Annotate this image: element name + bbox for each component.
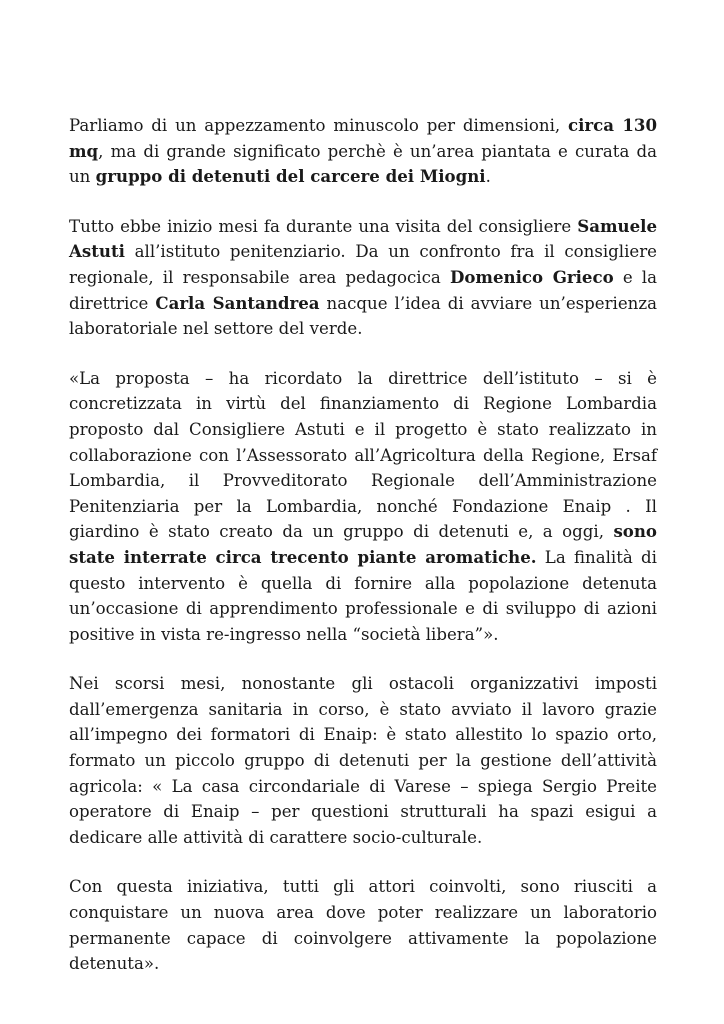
- text-segment: nacque l’idea di avviare un’esperienza laboratoriale nel settore del verde.: [69, 293, 657, 339]
- bold-text-segment: circa 130 mq: [69, 115, 657, 161]
- bold-text-segment: gruppo di detenuti del carcere dei Miogni: [95, 166, 486, 187]
- paragraph-5: [69, 874, 657, 976]
- paragraph-3: [69, 366, 657, 648]
- text-segment: Con questa iniziativa, tutti gli attori coinvolti, sono riusciti a conquistare un nuova area dove poter realizzare un laboratorio permanente capace di coinvolgere attivamente la popolazione detenuta».: [69, 877, 657, 974]
- bold-text-segment: Samuele Astuti: [69, 215, 657, 262]
- text-segment: La finalità di questo intervento è quella di fornire alla popolazione detenuta un’occasione di apprendimento professionale e di sviluppo di azioni positive in vista re-ingresso nella “società libera”».: [69, 547, 657, 644]
- document-body: [69, 113, 657, 1001]
- text-segment: all’istituto penitenziario. Da un confronto fra il consigliere regionale, il responsabile area pedagocica: [69, 242, 657, 287]
- paragraph-2: [69, 214, 657, 342]
- bold-text-segment: sono state interrate circa trecento piante aromatiche.: [69, 521, 657, 567]
- text-segment: Parliamo di un appezzamento minuscolo per dimensioni,: [69, 116, 569, 135]
- text-segment: Nei scorsi mesi, nonostante gli ostacoli organizzativi imposti dall’emergenza sanitaria in corso, è stato avviato il lavoro grazie all’impegno dei formatori di Enaip: è stato allestito lo spazio orto, formato un piccolo gruppo di detenuti per la gestione dell’attività agricola: « La casa circondariale di Varese – spiega Sergio Preite operatore di Enaip – per questioni strutturali ha spazi esigui a dedicare alle attività di carattere socio-culturale.: [69, 674, 657, 847]
- text-segment: , ma di grande significato perchè è un’area piantata e curata da un: [69, 141, 657, 187]
- text-segment: «La proposta – ha ricordato la direttrice dell’istituto – si è concretizzata in virtù del finanziamento di Regione Lombardia proposto dal Consigliere Astuti e il progetto è stato realizzato in collaborazione con l’Assessorato all’Agricoltura della Regione, Ersaf Lombardia, il Provveditorato Regionale dell’Amministrazione Penitenziaria per la Lombardia, nonché Fondazione Enaip . Il giardino è stato creato da un gruppo di detenuti e, a oggi,: [69, 368, 657, 542]
- bold-text-segment: Domenico Grieco: [449, 266, 614, 287]
- paragraph-4: [69, 671, 657, 850]
- paragraph-1: [69, 113, 657, 190]
- text-segment: Tutto ebbe inizio mesi fa durante una visita del consigliere: [69, 216, 578, 236]
- bold-text-segment: Carla Santandrea: [155, 292, 320, 313]
- text-segment: .: [485, 167, 491, 187]
- text-segment: e la direttrice: [69, 267, 657, 313]
